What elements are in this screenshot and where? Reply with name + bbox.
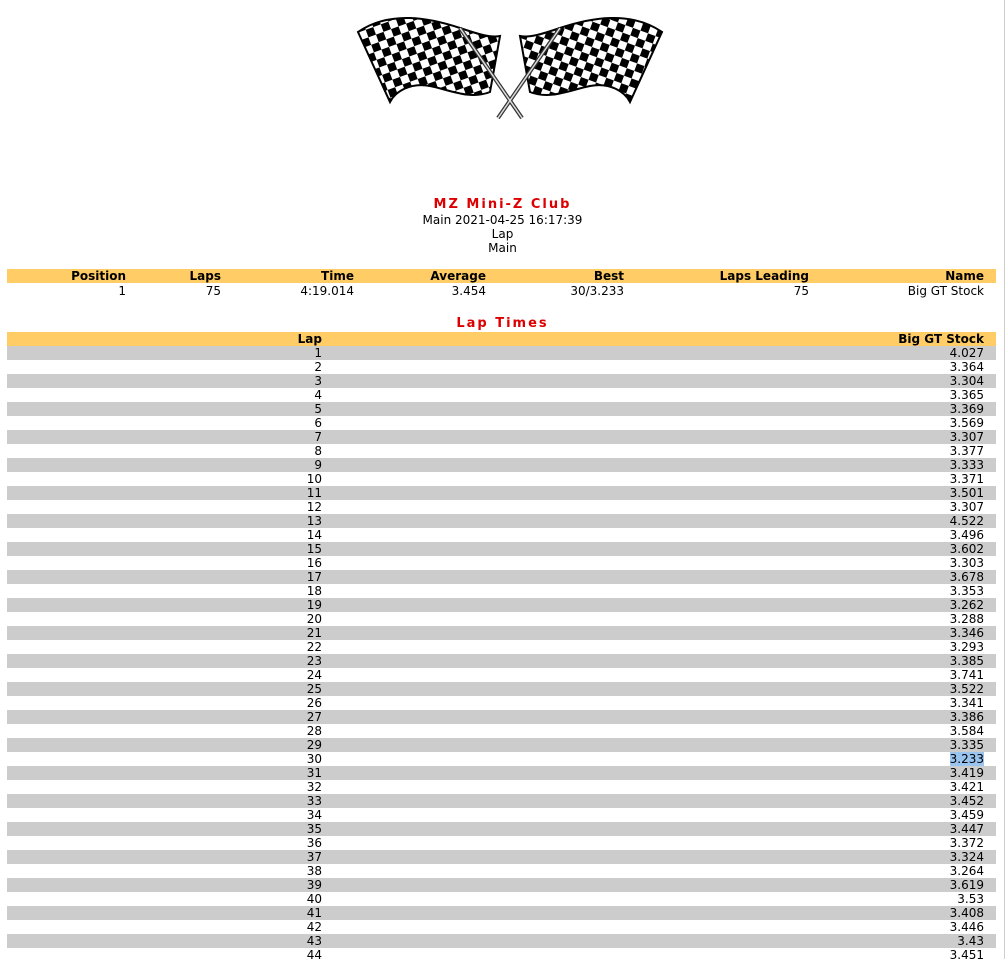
table-row	[7, 626, 996, 640]
table-row	[7, 780, 996, 794]
club-name: MZ Mini-Z Club	[433, 197, 572, 212]
lap-time: 3.369	[949, 402, 984, 416]
table-row	[7, 416, 996, 430]
lap-time: 3.496	[949, 528, 984, 542]
lap-number: 18	[306, 584, 322, 598]
lap-time: 3.288	[949, 612, 984, 626]
lap-number: 5	[314, 402, 322, 416]
table-row	[7, 934, 996, 948]
lap-number: 31	[306, 766, 322, 780]
lap-number: 30	[306, 752, 322, 766]
table-row	[7, 654, 996, 668]
lap-number: 23	[306, 654, 322, 668]
lap-time: 3.324	[949, 850, 984, 864]
event-line: Main 2021-04-25 16:17:39	[422, 213, 583, 227]
table-row	[7, 556, 996, 570]
lap-time: 3.371	[949, 472, 984, 486]
table-row	[7, 738, 996, 752]
lap-time: 3.452	[949, 794, 984, 808]
lap-number: 3	[314, 374, 322, 388]
table-row	[7, 836, 996, 850]
lap-number: 1	[314, 346, 322, 360]
table-row	[7, 794, 996, 808]
table-row	[7, 752, 996, 766]
lap-time: 3.233	[949, 752, 984, 766]
lap-time: 3.421	[949, 780, 984, 794]
result-time: 4:19.014	[300, 284, 354, 298]
col-driver: Big GT Stock	[898, 332, 984, 346]
table-row	[7, 668, 996, 682]
table-row	[7, 822, 996, 836]
lap-rows	[7, 346, 996, 962]
table-row	[7, 920, 996, 934]
lap-time: 3.408	[949, 906, 984, 920]
lap-number: 14	[306, 528, 322, 542]
lap-time: 3.372	[949, 836, 984, 850]
lap-number: 38	[306, 864, 322, 878]
lap-number: 24	[306, 668, 322, 682]
lap-number: 25	[306, 682, 322, 696]
lap-time: 3.307	[949, 430, 984, 444]
checkered-flags-icon	[350, 10, 670, 125]
table-row	[7, 724, 996, 738]
lap-time: 3.341	[949, 696, 984, 710]
lap-number: 29	[306, 738, 322, 752]
lap-time: 3.304	[949, 374, 984, 388]
lap-number: 19	[306, 598, 322, 612]
lap-number: 4	[314, 388, 322, 402]
lap-time: 3.293	[949, 640, 984, 654]
table-row	[7, 948, 996, 962]
lap-number: 34	[306, 808, 322, 822]
lap-time: 3.264	[949, 864, 984, 878]
result-name: Big GT Stock	[907, 284, 984, 298]
lap-times-table	[7, 332, 996, 962]
lap-time: 4.522	[949, 514, 984, 528]
lap-number: 27	[306, 710, 322, 724]
result-position: 1	[118, 284, 126, 298]
col-best: Best	[593, 269, 624, 283]
table-row	[7, 906, 996, 920]
col-name: Name	[945, 269, 984, 283]
lap-number: 22	[306, 640, 322, 654]
lap-number: 40	[306, 892, 322, 906]
lap-time: 3.377	[949, 444, 984, 458]
lap-time: 3.522	[949, 682, 984, 696]
lap-time: 3.446	[949, 920, 984, 934]
lap-number: 17	[306, 570, 322, 584]
col-laps-leading: Laps Leading	[719, 269, 809, 283]
table-row	[7, 444, 996, 458]
table-row	[7, 766, 996, 780]
lap-times-title: Lap Times	[456, 316, 549, 331]
table-row	[7, 864, 996, 878]
lap-number: 43	[306, 934, 322, 948]
lap-number: 2	[314, 360, 322, 374]
lap-number: 9	[314, 458, 322, 472]
lap-number: 6	[314, 416, 322, 430]
lap-time: 3.43	[957, 934, 984, 948]
col-time: Time	[321, 269, 354, 283]
lap-number: 10	[306, 472, 322, 486]
lap-time: 3.53	[957, 892, 984, 906]
lap-time: 3.353	[949, 584, 984, 598]
table-row	[7, 472, 996, 486]
lap-time: 3.459	[949, 808, 984, 822]
lap-time: 3.262	[949, 598, 984, 612]
lap-time: 3.333	[949, 458, 984, 472]
lap-time: 3.741	[949, 668, 984, 682]
table-row	[7, 500, 996, 514]
table-row	[7, 696, 996, 710]
result-laps-leading: 75	[793, 284, 809, 298]
lap-number: 37	[306, 850, 322, 864]
lap-number: 44	[306, 948, 322, 962]
lap-time: 3.307	[949, 500, 984, 514]
table-row	[7, 346, 996, 360]
lap-number: 33	[306, 794, 322, 808]
lap-number: 35	[306, 822, 322, 836]
table-row	[7, 710, 996, 724]
table-row	[7, 598, 996, 612]
table-row	[7, 612, 996, 626]
lap-time: 3.447	[949, 822, 984, 836]
table-row	[7, 584, 996, 598]
lap-number: 20	[306, 612, 322, 626]
results-header-row	[7, 269, 996, 283]
lap-number: 8	[314, 444, 322, 458]
table-row	[7, 892, 996, 906]
lap-times-header-row	[7, 332, 996, 346]
table-row	[7, 808, 996, 822]
table-row	[7, 514, 996, 528]
lap-time: 3.501	[949, 486, 984, 500]
col-average: Average	[430, 269, 486, 283]
table-row	[7, 486, 996, 500]
col-lap: Lap	[297, 332, 322, 346]
table-row	[7, 640, 996, 654]
lap-number: 41	[306, 906, 322, 920]
table-row	[7, 528, 996, 542]
table-row	[7, 388, 996, 402]
lap-time: 3.602	[949, 542, 984, 556]
lap-time: 3.385	[949, 654, 984, 668]
col-laps: Laps	[189, 269, 221, 283]
lap-time: 3.364	[949, 360, 984, 374]
table-row	[7, 402, 996, 416]
lap-number: 13	[306, 514, 322, 528]
lap-time: 3.335	[949, 738, 984, 752]
lap-number: 36	[306, 836, 322, 850]
result-best: 30/3.233	[570, 284, 624, 298]
lap-number: 42	[306, 920, 322, 934]
table-row	[7, 458, 996, 472]
results-row	[7, 284, 996, 298]
lap-time: 3.619	[949, 878, 984, 892]
lap-time: 3.584	[949, 724, 984, 738]
table-row	[7, 360, 996, 374]
lap-time: 3.365	[949, 388, 984, 402]
lap-time: 3.303	[949, 556, 984, 570]
lap-number: 12	[306, 500, 322, 514]
lap-number: 16	[306, 556, 322, 570]
lap-time: 3.451	[949, 948, 984, 962]
session-line: Main	[488, 241, 517, 255]
table-row	[7, 570, 996, 584]
title-block	[0, 197, 1005, 255]
lap-number: 39	[306, 878, 322, 892]
lap-number: 28	[306, 724, 322, 738]
col-position: Position	[71, 269, 126, 283]
table-row	[7, 374, 996, 388]
table-row	[7, 682, 996, 696]
table-row	[7, 850, 996, 864]
table-row	[7, 542, 996, 556]
lap-number: 32	[306, 780, 322, 794]
lap-number: 7	[314, 430, 322, 444]
lap-number: 15	[306, 542, 322, 556]
lap-time: 3.569	[949, 416, 984, 430]
result-average: 3.454	[451, 284, 486, 298]
result-laps: 75	[205, 284, 221, 298]
type-line: Lap	[491, 227, 514, 241]
table-row	[7, 878, 996, 892]
lap-time: 4.027	[949, 346, 984, 360]
lap-time: 3.346	[949, 626, 984, 640]
lap-time: 3.678	[949, 570, 984, 584]
lap-time: 3.419	[949, 766, 984, 780]
table-row	[7, 430, 996, 444]
lap-number: 26	[306, 696, 322, 710]
lap-number: 21	[306, 626, 322, 640]
lap-time: 3.386	[949, 710, 984, 724]
lap-number: 11	[306, 486, 322, 500]
